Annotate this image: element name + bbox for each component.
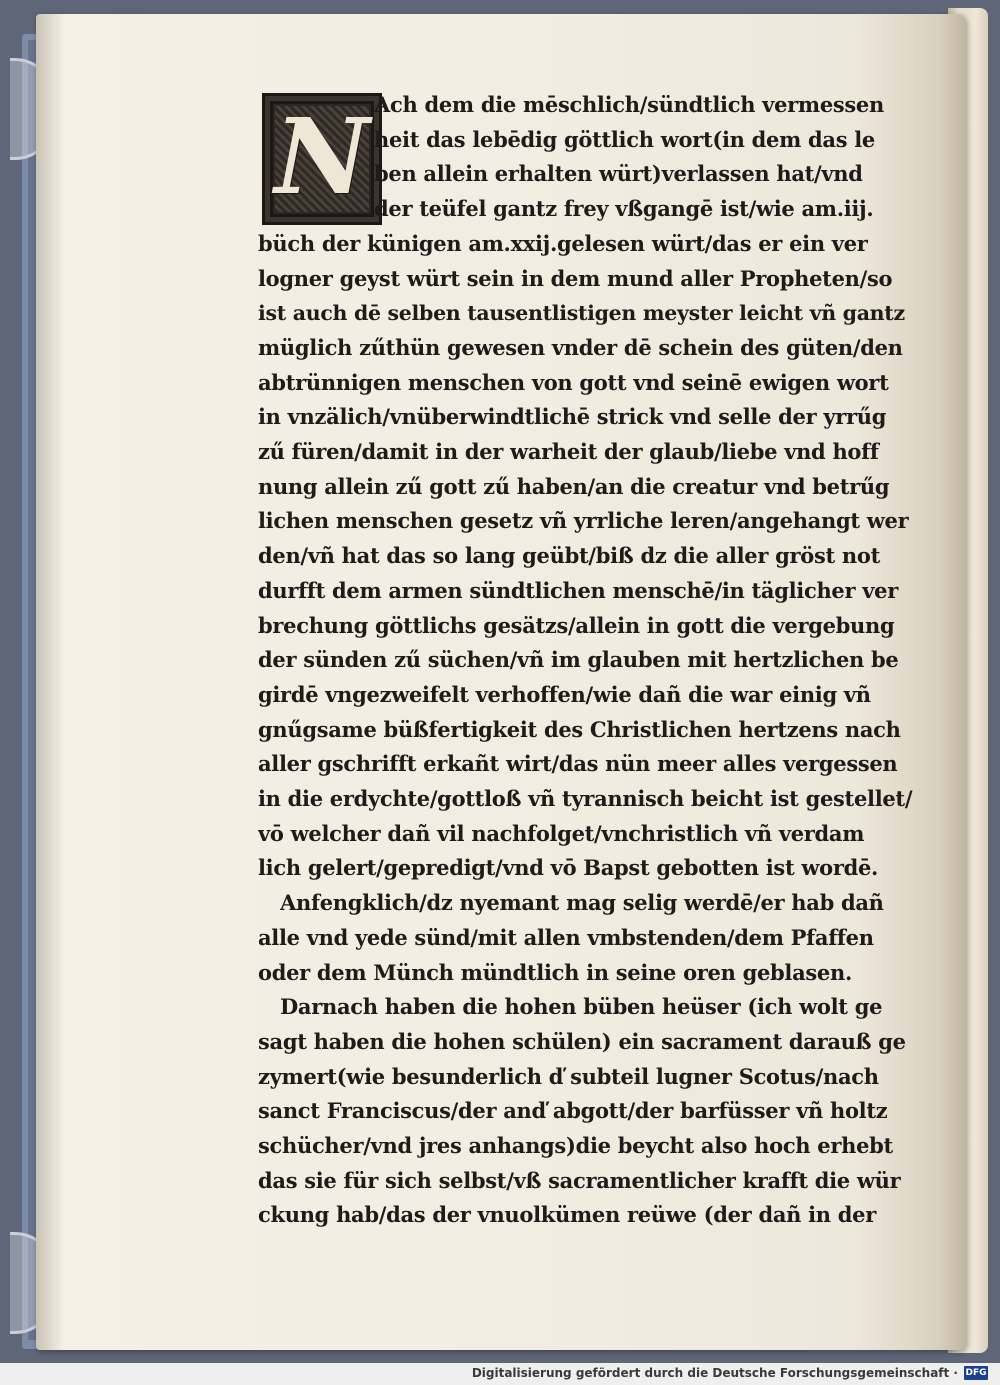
text-line: schücher/vnd jres anhangs)die beycht also hoch erhebt <box>258 1133 893 1158</box>
text-line: oder dem Münch mündtlich in seine oren geblasen. <box>258 960 852 985</box>
text-line: Darnach haben die hohen büben heüser (ich wolt ge <box>280 994 883 1019</box>
text-line: logner geyst würt sein in dem mund aller Propheten/so <box>258 266 893 291</box>
text-line: aller gschrifft erkañt wirt/das nün meer alles vergessen <box>258 751 898 776</box>
text-line: müglich zűthün gewesen vnder dē schein des güten/den <box>258 335 903 360</box>
text-line: in vnzälich/vnüberwindtlichē strick vnd selle der yrrűg <box>258 404 887 429</box>
text-line: ckung hab/das der vnuolkümen reüwe (der dañ in der <box>258 1202 876 1227</box>
text-line: nung allein zű gott zű haben/an die creatur vnd betrűg <box>258 474 890 499</box>
text-line: sagt haben die hohen schülen) ein sacrament darauß ge <box>258 1029 906 1054</box>
text-line: girdē vngezweifelt verhoffen/wie dañ die war einig vñ <box>258 682 871 707</box>
text-line: gnűgsame büßfertigkeit des Christlichen hertzens nach <box>258 717 901 742</box>
text-line: ist auch dē selben tausentlistigen meyster leicht vñ gantz <box>258 301 905 325</box>
text-line: heit das lebēdig göttlich wort(in dem das le <box>374 127 875 152</box>
text-line: brechung göttlichs gesätzs/allein in gott die vergebung <box>258 613 895 638</box>
funding-credit: Digitalisierung gefördert durch die Deutsche Forschungsgemeinschaft · <box>471 1366 958 1380</box>
text-line: durfft dem armen sündtlichen menschē/in täglicher ver <box>258 578 898 603</box>
text-line: zű füren/damit in der warheit der glaub/liebe vnd hoff <box>258 439 879 464</box>
text-line: lich gelert/gepredigt/vnd vō Bapst gebotten ist wordē. <box>258 855 879 880</box>
decorated-initial <box>262 93 382 225</box>
text-line: alle vnd yede sünd/mit allen vmbstenden/dem Pfaffen <box>258 925 874 950</box>
text-line: abtrünnigen menschen von gott vnd seinē ewigen wort <box>258 370 889 395</box>
text-line: der sünden zű süchen/vñ im glauben mit hertzlichen be <box>258 647 899 672</box>
text-line: büch der künigen am.xxij.gelesen würt/das er ein ver <box>258 231 868 256</box>
text-line: das sie für sich selbst/vß sacramentlicher krafft die wür <box>258 1168 901 1193</box>
text-line: der teüfel gantz frey vßgangē ist/wie am.iij. <box>374 196 874 221</box>
text-line: in die erdychte/gottloß vñ tyrannisch beicht ist gestellet/ <box>258 786 913 811</box>
dfg-logo: DFG <box>965 1368 987 1378</box>
initial-letter: N <box>274 95 370 218</box>
text-line: ben allein erhalten würt)verlassen hat/vnd <box>374 161 863 186</box>
text-line: Anfengklich/dz nyemant mag selig werdē/er hab dañ <box>280 890 884 915</box>
text-line: zymert(wie besunderlich ď subteil lugner Scotus/nach <box>258 1064 879 1089</box>
page-gutter-shadow <box>36 14 64 1350</box>
text-line: vō welcher dañ vil nachfolget/vnchristlich vñ verdam <box>258 821 865 846</box>
text-line: Ach dem die mēschlich/sündtlich vermessen <box>374 92 884 117</box>
text-line: den/vñ hat das so lang geübt/biß dz die aller gröst not <box>258 543 880 568</box>
text-line: lichen menschen gesetz vñ yrrliche leren/angehangt wer <box>258 508 909 533</box>
text-line: sanct Franciscus/der anď abgott/der barfüsser vñ holtz <box>258 1098 888 1123</box>
